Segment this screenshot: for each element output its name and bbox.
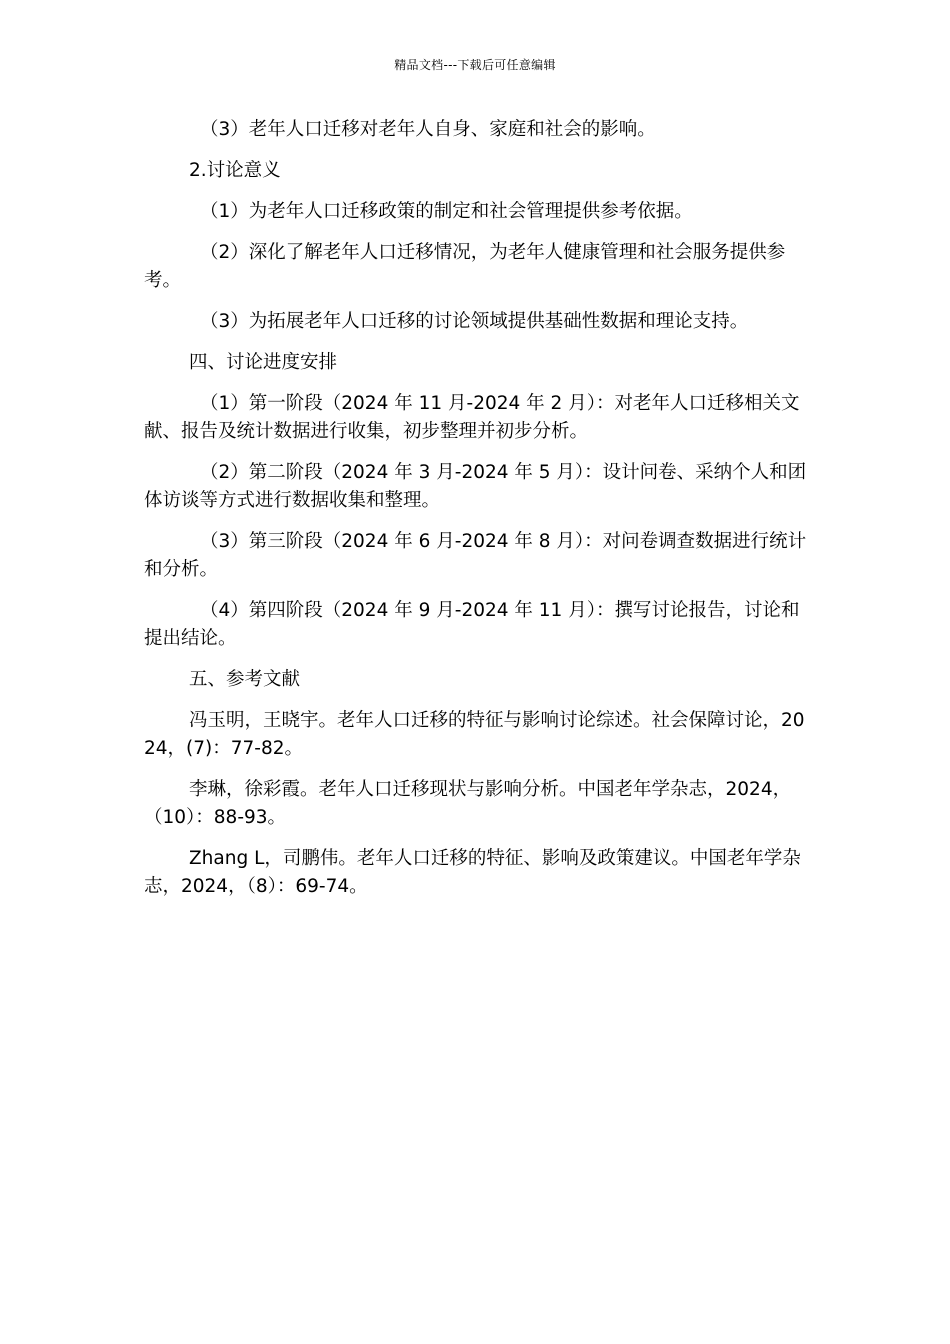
reference-2: 李琳，徐彩霞。老年人口迁移现状与影响分析。中国老年学杂志，2024，（10）：88-93。 [144,779,792,828]
schedule-stage-3: （3）第三阶段（2024 年 6 月-2024 年 8 月）：对问卷调查数据进行统计和分析。 [144,531,807,580]
document-body [144,116,808,914]
significance-item-1: （1）为老年人口迁移政策的制定和社会管理提供参考依据。 [200,201,693,222]
reference-3: Zhang L，司鹏伟。老年人口迁移的特征、影响及政策建议。中国老年学杂志，2024，（8）：69-74。 [144,848,801,897]
section-heading-schedule: 四、讨论进度安排 [189,352,338,373]
schedule-stage-1: （1）第一阶段（2024 年 11 月-2024 年 2 月）：对老年人口迁移相关文献、报告及统计数据进行收集，初步整理并初步分析。 [144,393,800,442]
section-heading-references: 五、参考文献 [189,669,301,690]
reference-1: 冯玉明，王晓宇。老年人口迁移的特征与影响讨论综述。社会保障讨论，2024，(7)：77-82。 [144,710,805,759]
research-content-item-3: （3）老年人口迁移对老年人自身、家庭和社会的影响。 [200,119,656,140]
significance-item-3: （3）为拓展老年人口迁移的讨论领域提供基础性数据和理论支持。 [200,311,749,332]
section-heading-significance: 2.讨论意义 [189,160,281,181]
schedule-stage-4: （4）第四阶段（2024 年 9 月-2024 年 11 月）：撰写讨论报告，讨论和提出结论。 [144,600,800,649]
page-header: 精品文档---下载后可任意编辑 [394,58,556,72]
schedule-stage-2: （2）第二阶段（2024 年 3 月-2024 年 5 月）：设计问卷、采纳个人和团体访谈等方式进行数据收集和整理。 [144,462,807,511]
significance-item-2: （2）深化了解老年人口迁移情况，为老年人健康管理和社会服务提供参考。 [144,242,786,291]
